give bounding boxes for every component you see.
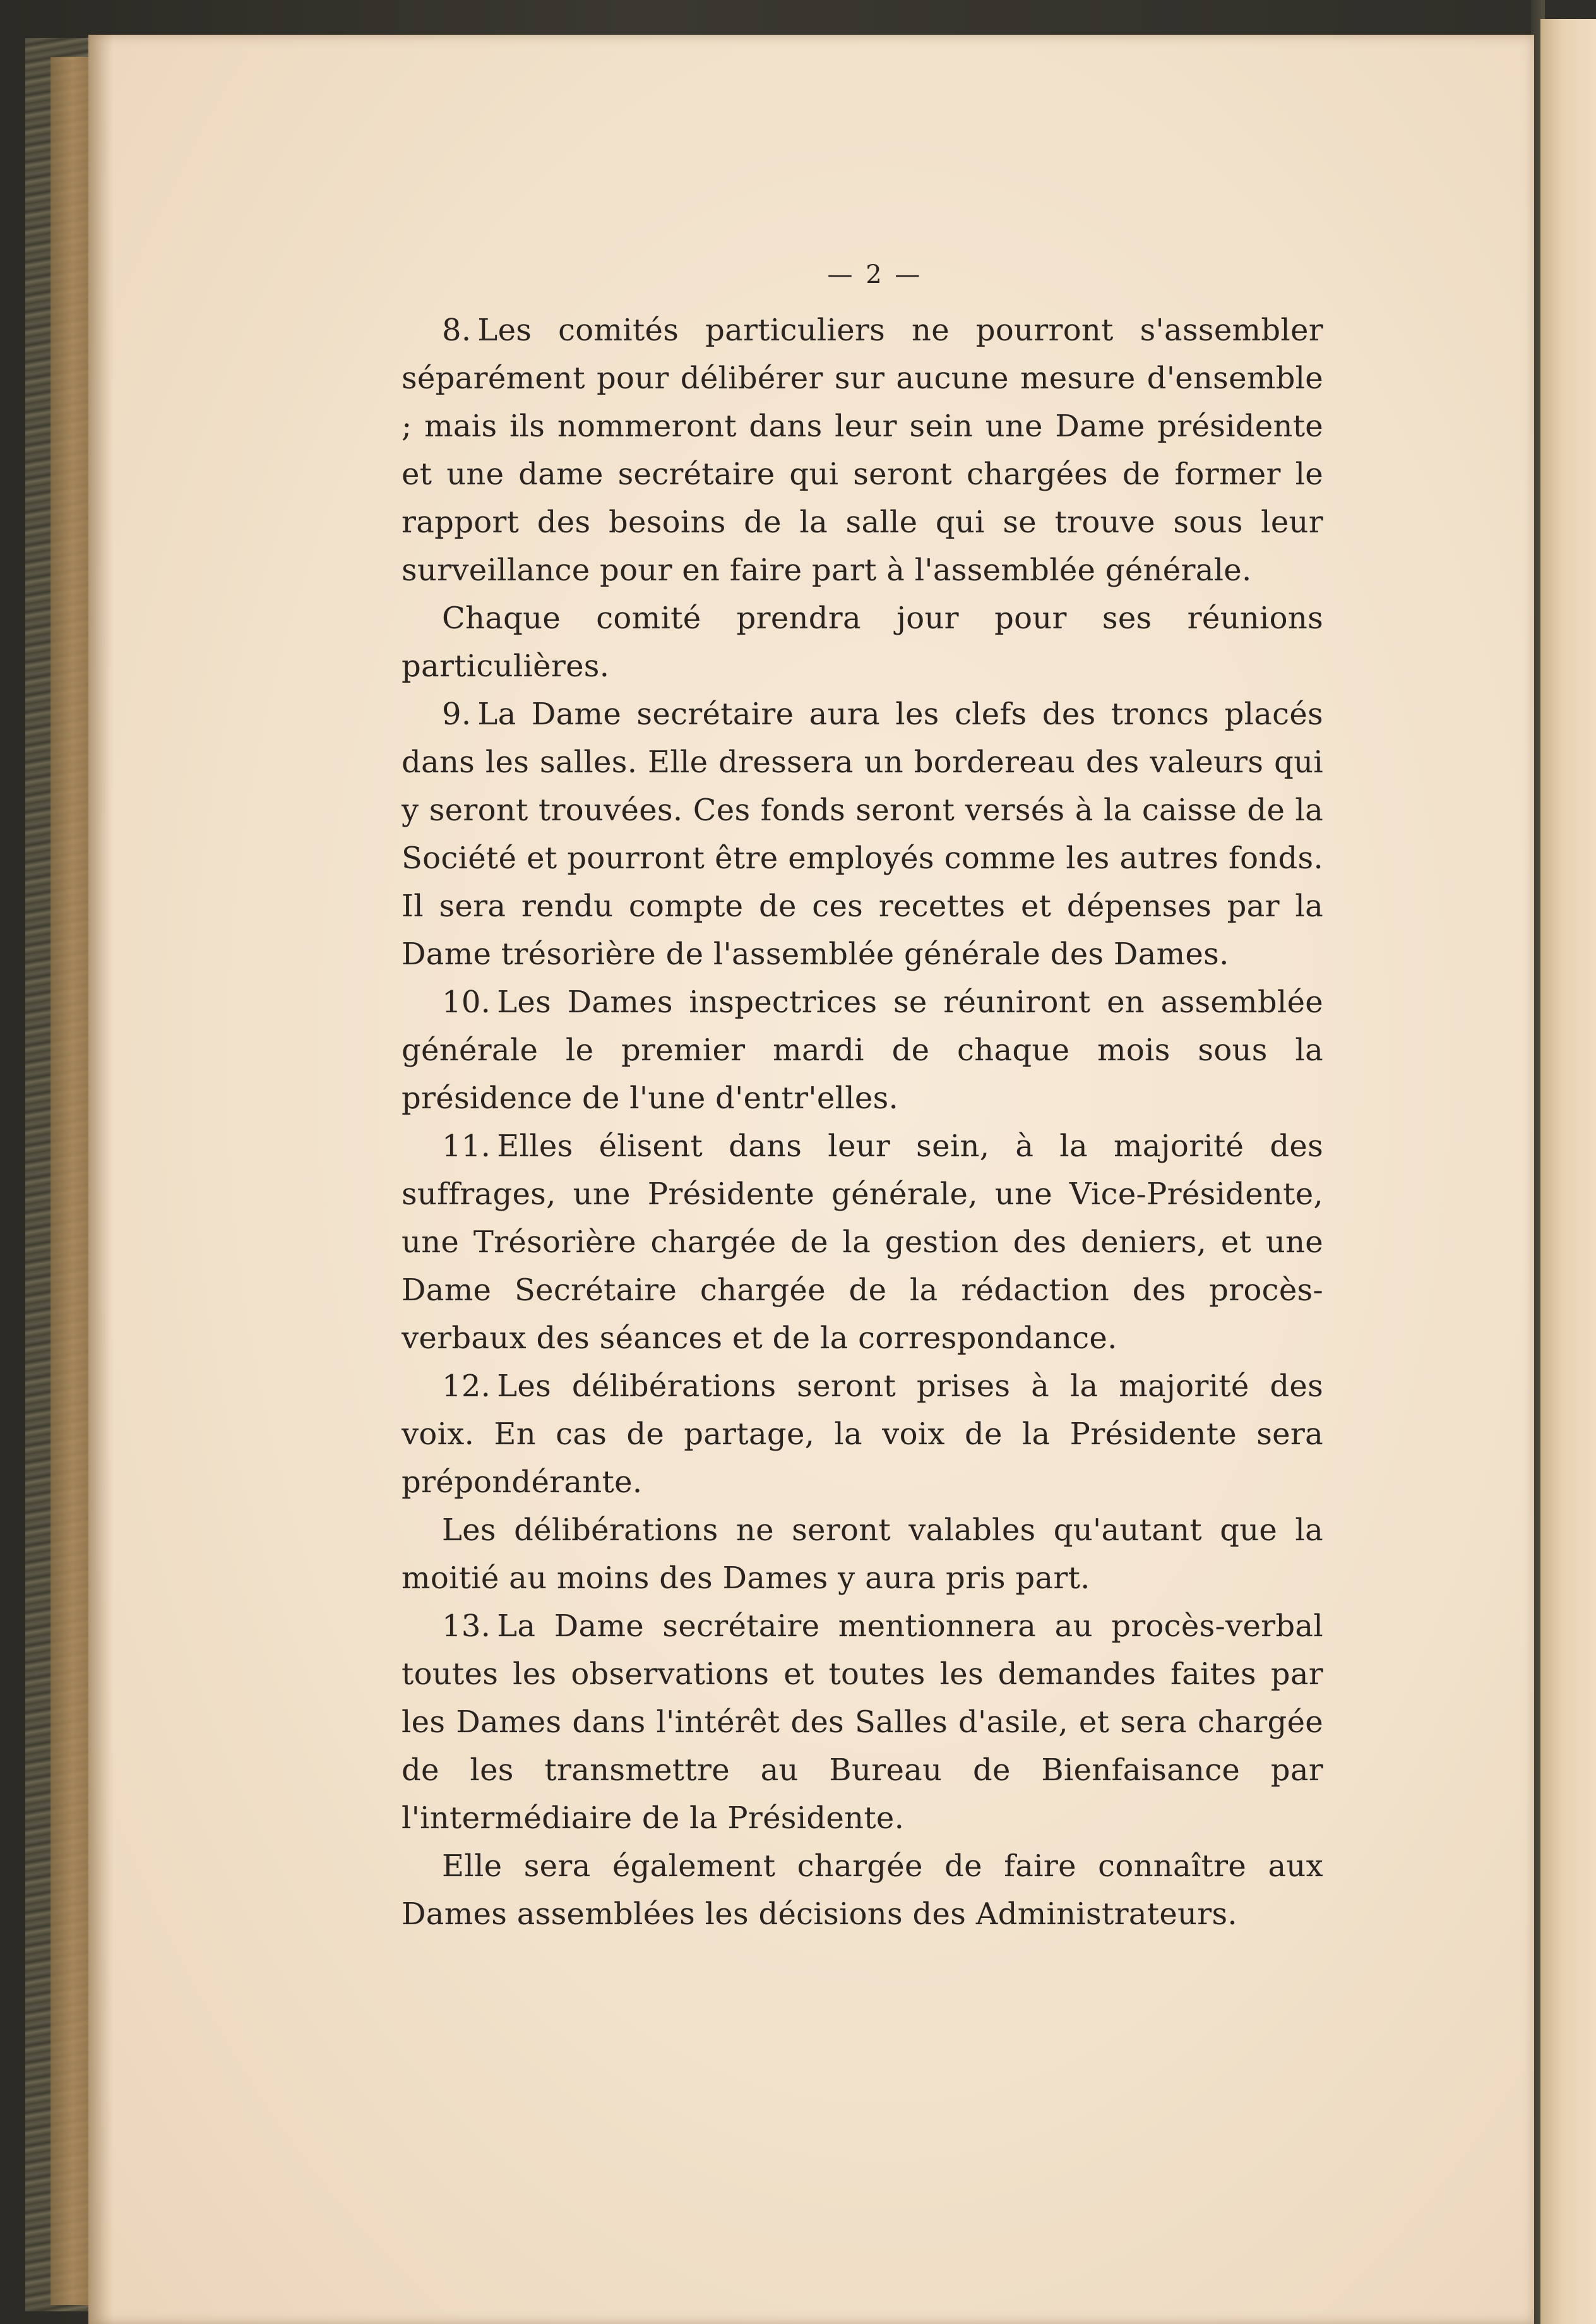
article-number: 13. (442, 1608, 491, 1644)
article-text: La Dame secrétaire mentionnera au procès-verbal toutes les observations et toutes les demandes faites par les Dames dans l'intérêt des Salles d'asile, et sera chargée de les transmettre au Bureau de Bienfaisance par l'intermédiaire de la Présidente. (402, 1608, 1323, 1836)
article-8-continuation (402, 594, 1323, 690)
article-number: 12. (442, 1369, 491, 1404)
article-number: 10. (442, 985, 491, 1020)
facing-page-edge (1540, 19, 1596, 2324)
article-10 (402, 978, 1323, 1122)
article-text: La Dame secrétaire aura les clefs des troncs placés dans les salles. Elle dressera un bordereau des valeurs qui y seront trouvées. Ces fonds seront versés à la caisse de la Société et pourront être employés comme les autres fonds. Il sera rendu compte de ces recettes et dépenses par la Dame trésorière de l'assemblée générale des Dames. (402, 697, 1323, 972)
page-number: — 2 — (827, 260, 923, 289)
article-8 (402, 306, 1323, 594)
article-text: Les Dames inspectrices se réuniront en assemblée générale le premier mardi de chaque mois sous la présidence de l'une d'entr'elles. (402, 985, 1323, 1116)
article-13-continuation (402, 1842, 1323, 1938)
article-9 (402, 690, 1323, 978)
article-number: 8. (442, 313, 472, 348)
article-12 (402, 1362, 1323, 1506)
article-number: 9. (442, 697, 472, 732)
paragraph-text: Chaque comité prendra jour pour ses réunions particulières. (402, 601, 1323, 684)
article-11 (402, 1122, 1323, 1362)
article-number: 11. (442, 1129, 491, 1164)
paragraph-text: Elle sera également chargée de faire connaître aux Dames assemblées les décisions des Administrateurs. (402, 1848, 1323, 1932)
article-text: Les délibérations seront prises à la majorité des voix. En cas de partage, la voix de la Présidente sera prépondérante. (402, 1369, 1323, 1500)
page-gutter-shadow (88, 35, 114, 2324)
article-13 (402, 1602, 1323, 1842)
article-text: Les comités particuliers ne pourront s'assembler séparément pour délibérer sur aucune mesure d'ensemble ; mais ils nommeront dans leur sein une Dame présidente et une dame secrétaire qui seront chargées de former le rapport des besoins de la salle qui se trouve sous leur surveillance pour en faire part à l'assemblée générale. (402, 313, 1323, 588)
article-text: Elles élisent dans leur sein, à la majorité des suffrages, une Présidente générale, une Vice-Présidente, une Trésorière chargée de la gestion des deniers, et une Dame Secrétaire chargée de la rédaction des procès-verbaux des séances et de la correspondance. (402, 1129, 1323, 1356)
page-text-block (402, 256, 1323, 1938)
article-12-continuation (402, 1506, 1323, 1602)
paragraph-text: Les délibérations ne seront valables qu'autant que la moitié au moins des Dames y aura pris part. (402, 1512, 1323, 1596)
